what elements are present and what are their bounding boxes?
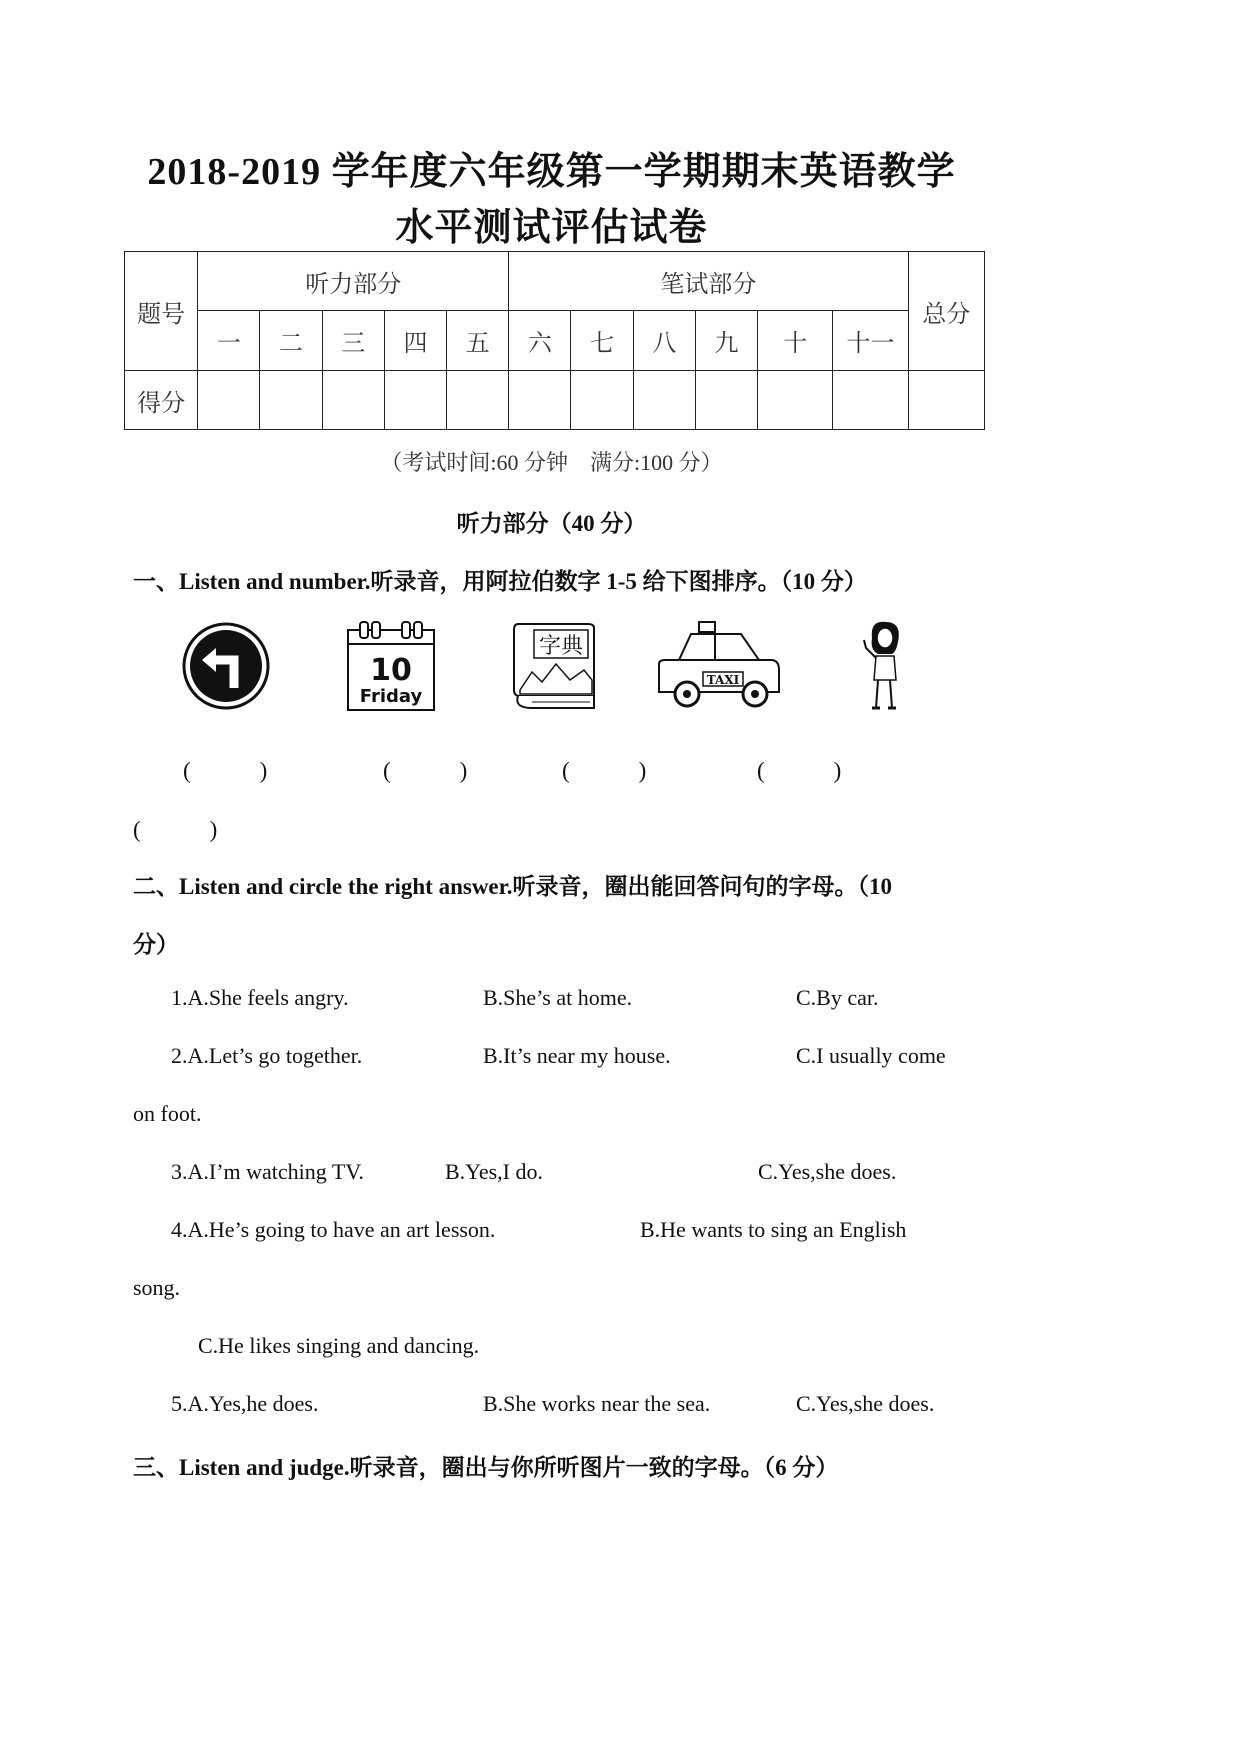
q2-item1-option-c: C.By car.	[796, 985, 879, 1010]
score-cell[interactable]	[198, 371, 260, 430]
q2-item4-option-b: B.He wants to sing an English	[640, 1217, 907, 1242]
column-header: 四	[384, 311, 446, 371]
header-label: 题号	[125, 252, 198, 371]
written-label: 笔试部分	[509, 252, 908, 311]
column-header: 六	[509, 311, 571, 371]
turn-left-sign-icon	[182, 622, 270, 710]
q2-item5-option-b: B.She works near the sea.	[483, 1391, 711, 1416]
column-header: 九	[695, 311, 757, 371]
q3-title: 三、Listen and judge.听录音，圈出与你所听图片一致的字母。（6 分）	[133, 1455, 839, 1480]
column-header: 十	[758, 311, 833, 371]
calendar-number: 10	[370, 653, 412, 688]
score-cell[interactable]	[322, 371, 384, 430]
q2-item5-option-a: 5.A.Yes,he does.	[171, 1391, 319, 1416]
score-cell[interactable]	[509, 371, 571, 430]
score-cell[interactable]	[571, 371, 633, 430]
calendar-icon	[346, 620, 436, 712]
column-header: 三	[322, 311, 384, 371]
score-cell[interactable]	[447, 371, 509, 430]
q2-item2-option-c: C.I usually come	[796, 1043, 946, 1068]
q2-item4-option-c: C.He likes singing and dancing.	[198, 1333, 480, 1358]
score-cell[interactable]	[908, 371, 984, 430]
score-cell[interactable]	[384, 371, 446, 430]
total-label: 总分	[908, 252, 984, 371]
exam-info: （考试时间:60 分钟 满分:100 分）	[380, 450, 723, 475]
q2-item3-option-c: C.Yes,she does.	[758, 1159, 897, 1184]
score-cell[interactable]	[633, 371, 695, 430]
q2-item2-continuation: on foot.	[133, 1101, 202, 1126]
q2-item2-option-b: B.It’s near my house.	[483, 1043, 671, 1068]
q2-item1-option-a: 1.A.She feels angry.	[171, 985, 349, 1010]
score-cell[interactable]	[695, 371, 757, 430]
q2-item1-option-b: B.She’s at home.	[483, 985, 633, 1010]
q2-title-line1: 二、Listen and circle the right answer.听录音，圈出能回答问句的字母。（10	[133, 874, 892, 899]
column-header: 五	[447, 311, 509, 371]
q2-item3-option-b: B.Yes,I do.	[445, 1159, 544, 1184]
score-cell[interactable]	[758, 371, 833, 430]
girl-icon	[858, 618, 908, 714]
answer-blank[interactable]: ( )	[562, 758, 647, 783]
q2-item5-option-c: C.Yes,she does.	[796, 1391, 935, 1416]
score-label: 得分	[125, 371, 198, 430]
taxi-icon	[655, 620, 783, 712]
column-header: 一	[198, 311, 260, 371]
score-cell[interactable]	[833, 371, 908, 430]
column-header: 七	[571, 311, 633, 371]
listening-section-title: 听力部分（40 分）	[456, 511, 647, 536]
dictionary-icon	[510, 620, 600, 712]
q2-item2-option-a: 2.A.Let’s go together.	[171, 1043, 363, 1068]
score-table	[124, 251, 985, 430]
taxi-text: TAXI	[706, 673, 740, 687]
score-cell[interactable]	[260, 371, 322, 430]
answer-blank[interactable]: ( )	[183, 758, 268, 783]
q1-title: 一、Listen and number.听录音，用阿拉伯数字 1-5 给下图排序。（10 分）	[133, 569, 867, 594]
listening-label: 听力部分	[198, 252, 509, 311]
calendar-day: Friday	[359, 686, 423, 707]
exam-title-line2: 水平测试评估试卷	[395, 207, 708, 249]
column-header: 二	[260, 311, 322, 371]
q2-item4-continuation: song.	[133, 1275, 181, 1300]
answer-blank[interactable]: ( )	[133, 817, 218, 842]
q2-title-line2: 分）	[133, 932, 179, 957]
answer-blank[interactable]: ( )	[383, 758, 468, 783]
answer-blank[interactable]: ( )	[757, 758, 842, 783]
q2-item4-option-a: 4.A.He’s going to have an art lesson.	[171, 1217, 496, 1242]
column-header: 十一	[833, 311, 908, 371]
column-header: 八	[633, 311, 695, 371]
dictionary-text: 字典	[538, 634, 584, 659]
exam-title-line1: 2018-2019 学年度六年级第一学期期末英语教学	[147, 151, 956, 193]
q2-item3-option-a: 3.A.I’m watching TV.	[171, 1159, 364, 1184]
